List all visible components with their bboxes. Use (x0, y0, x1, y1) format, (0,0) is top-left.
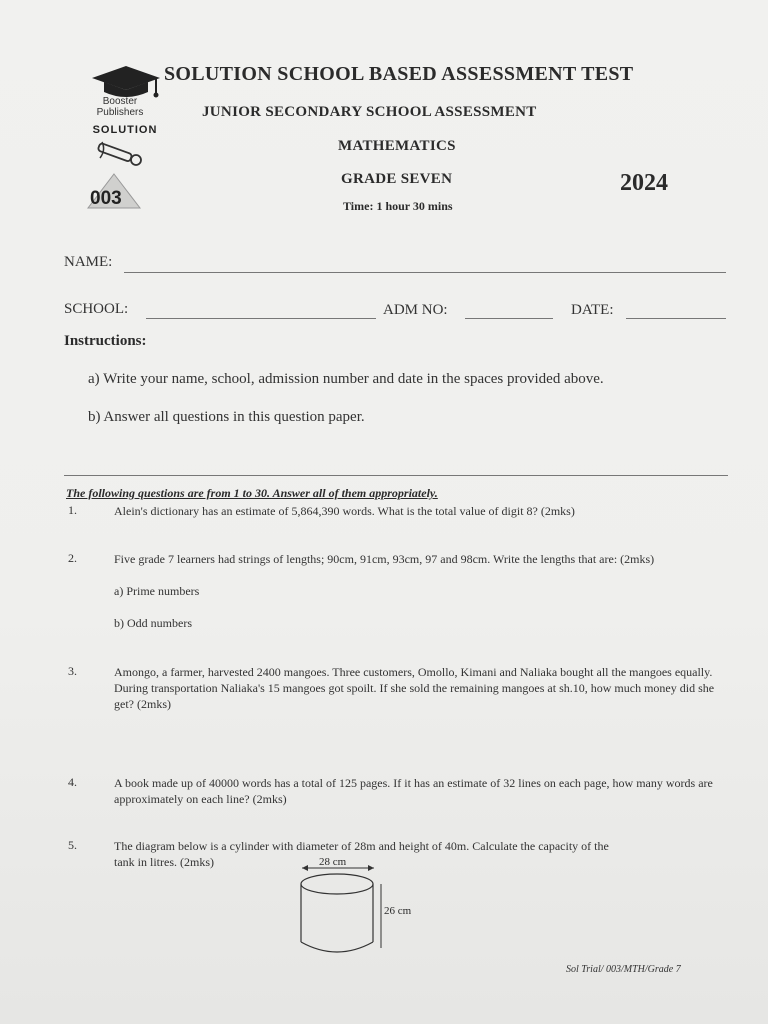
adm-no-label: ADM NO: (383, 302, 448, 318)
page-footer: Sol Trial/ 003/MTH/Grade 7 (566, 964, 681, 975)
height-label: 26 cm (384, 905, 412, 917)
question-text: Five grade 7 learners had strings of lengths; 90cm, 91cm, 93cm, 97 and 98cm. Write the lengths that are: (2mks) (114, 552, 655, 566)
questions-heading: The following questions are from 1 to 30. Answer all of them appropriately. (66, 486, 438, 500)
question-part: a) Prime numbers (114, 584, 200, 598)
instruction-item: b) Answer all questions in this question paper. (88, 409, 365, 425)
exam-duration: Time: 1 hour 30 mins (343, 199, 453, 213)
subject-title: MATHEMATICS (338, 138, 456, 154)
publisher-name: Booster Publishers (96, 96, 144, 118)
question-text: Alein's dictionary has an estimate of 5,864,390 words. What is the total value of digit 8? (2mks) (114, 504, 575, 518)
school-label: SCHOOL: (64, 301, 129, 317)
question-number: 1. (68, 503, 77, 517)
name-label: NAME: (64, 254, 113, 270)
date-label: DATE: (571, 302, 614, 318)
diploma-scroll-icon (94, 138, 146, 168)
brand-solution: SOLUTION (92, 124, 158, 136)
instruction-item: a) Write your name, school, admission number and date in the spaces provided above. (88, 371, 604, 387)
adm-no-field[interactable] (465, 318, 553, 319)
question-text: A book made up of 40000 words has a total of 125 pages. If it has an estimate of 32 lines on each page, how many words are approximately on each line? (2mks) (114, 776, 713, 806)
paper-code: 003 (90, 188, 122, 209)
date-field[interactable] (626, 318, 726, 319)
question-number: 5. (68, 838, 77, 852)
exam-title: SOLUTION SCHOOL BASED ASSESSMENT TEST (164, 63, 634, 85)
question-number: 4. (68, 775, 77, 789)
instructions-heading: Instructions: (64, 333, 147, 349)
exam-subtitle: JUNIOR SECONDARY SCHOOL ASSESSMENT (202, 104, 537, 120)
divider (64, 475, 728, 476)
question-part: b) Odd numbers (114, 616, 192, 630)
diameter-label: 28 cm (319, 856, 347, 868)
question-text: Amongo, a farmer, harvested 2400 mangoes. Three customers, Omollo, Kimani and Naliaka bought all the mangoes equally. During transportation Naliaka's 15 mangoes got spoilt. If she sold the remaining mangoes at sh.10, how much money did she get? (2mks) (114, 665, 715, 711)
question-number: 3. (68, 664, 77, 678)
exam-year: 2024 (620, 170, 668, 196)
name-field[interactable] (124, 272, 726, 273)
school-field[interactable] (146, 318, 376, 319)
question-number: 2. (68, 551, 77, 565)
grade-title: GRADE SEVEN (341, 171, 453, 187)
question-text: The diagram below is a cylinder with diameter of 28m and height of 40m. Calculate the capacity of the tank in litres. (2mks) (114, 839, 609, 869)
